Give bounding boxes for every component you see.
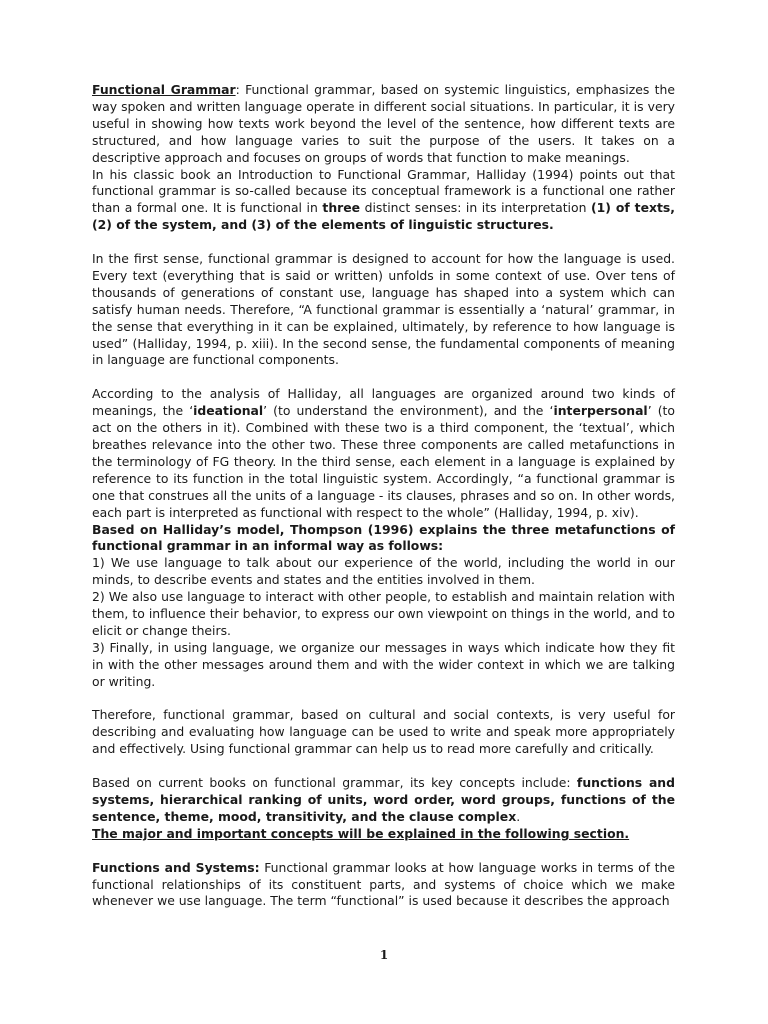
emphasis-ideational: ideational — [193, 403, 264, 419]
emphasis-three: three — [322, 200, 361, 216]
heading-colon: : — [235, 82, 240, 97]
paragraph-text: In his classic book an Introduction to Functional Grammar, Halliday (1994) points out that functional grammar is so-called because its conceptual framework is a functional one rather than a formal one. It is functional in — [92, 166, 675, 216]
bold-statement-thompson: Based on Halliday’s model, Thompson (1996) explains the three metafunctions of functional grammar in an informal way as follows: — [92, 521, 675, 554]
paragraph-major-concepts — [92, 826, 675, 843]
paragraph-text: . — [516, 808, 521, 824]
paragraph-metafunctions — [92, 386, 675, 521]
paragraph-functions-systems — [92, 860, 675, 911]
emphasis-senses: (1) of texts, (2) of the system, and (3) of the elements of linguistic structures. — [92, 200, 675, 233]
paragraph-text: Functional grammar looks at how language works in terms of the functional relationships of its constituent parts, and systems of choice which we make whenever we use language. The term “functional” is used because it describes the approach — [92, 859, 675, 909]
emphasis-interpersonal: interpersonal — [553, 403, 648, 419]
paragraph-therefore: Therefore, functional grammar, based on cultural and social contexts, is very useful for describing and evaluating how language can be used to write and speak more appropriately and effectively. Using functional grammar can help us to read more carefully and critically. — [92, 707, 675, 757]
paragraph-text: According to the analysis of Halliday, all languages are organized around two kinds of meanings, the ‘ — [92, 386, 675, 419]
bold-underlined-statement: The major and important concepts will be explained in the following section. — [92, 825, 630, 841]
paragraph-text: Functional grammar, based on systemic linguistics, emphasizes the way spoken and written language operate in different social situations. In particular, it is very useful in showing how texts work beyond the level of the sentence, how different texts are structured, and how language varies to suit the purpose of the users. It takes on a descriptive approach and focuses on groups of words that function to make meanings. — [92, 82, 675, 165]
paragraph-gap — [92, 369, 675, 386]
section-heading-functional-grammar: Functional Grammar — [92, 82, 236, 97]
paragraph-text: distinct senses: in its interpretation — [360, 200, 591, 216]
paragraph-gap — [92, 758, 675, 775]
paragraph-thompson — [92, 522, 675, 556]
page-number: 1 — [379, 948, 389, 962]
paragraph-text: Based on current books on functional grammar, its key concepts include: — [92, 775, 577, 791]
paragraph-first-sense: In the first sense, functional grammar is designed to account for how the language is used. Every text (everything that is said or written) unfolds in some context of use. Over tens of thousands of generations of constant use, language has shaped into a system which can satisfy human needs. Therefore, “A functional grammar is essentially a ‘natural’ grammar, in the sense that everything in it can be explained, ultimately, by reference to how language is used” (Halliday, 1994, p. xiii). In the second sense, the fundamental components of meaning in language are functional components. — [92, 251, 675, 368]
emphasis-key-concepts: functions and systems, hierarchical ranking of units, word order, word groups, functions of the sentence, theme, mood, transitivity, and the clause complex — [92, 775, 675, 824]
list-item: 3) Finally, in using language, we organize our messages in ways which indicate how they fit in with the other messages around them and with the wider context in which we are talking or writing. — [92, 639, 675, 689]
paragraph-gap — [92, 691, 675, 708]
paragraph-halliday-intro — [92, 167, 675, 235]
paragraph-functional-grammar — [92, 82, 675, 167]
list-item: 1) We use language to talk about our experience of the world, including the world in our minds, to describe events and states and the entities involved in them. — [92, 555, 675, 588]
paragraph-gap — [92, 234, 675, 251]
section-heading-functions-systems: Functions and Systems: — [92, 859, 260, 875]
paragraph-key-concepts — [92, 775, 675, 826]
paragraph-text: ’ (to act on the others in it). Combined with these two is a third component, the ‘textual’, which breathes relevance into the other two. These three components are called metafunctions in the terminology of FG theory. In the third sense, each element in a language is explained by reference to its function in the total linguistic system. Accordingly, “a functional grammar is one that construes all the units of a language - its clauses, phrases and so on. In other words, each part is interpreted as functional with respect to the whole” (Halliday, 1994, p. xiv). — [92, 403, 675, 520]
document-body — [92, 82, 675, 910]
paragraph-gap — [92, 843, 675, 860]
list-item: 2) We also use language to interact with other people, to establish and maintain relation with them, to influence their behavior, to express our own viewpoint on things in the world, and to elicit or change theirs. — [92, 589, 675, 638]
paragraph-text: ’ (to understand the environment), and the ‘ — [263, 403, 554, 419]
